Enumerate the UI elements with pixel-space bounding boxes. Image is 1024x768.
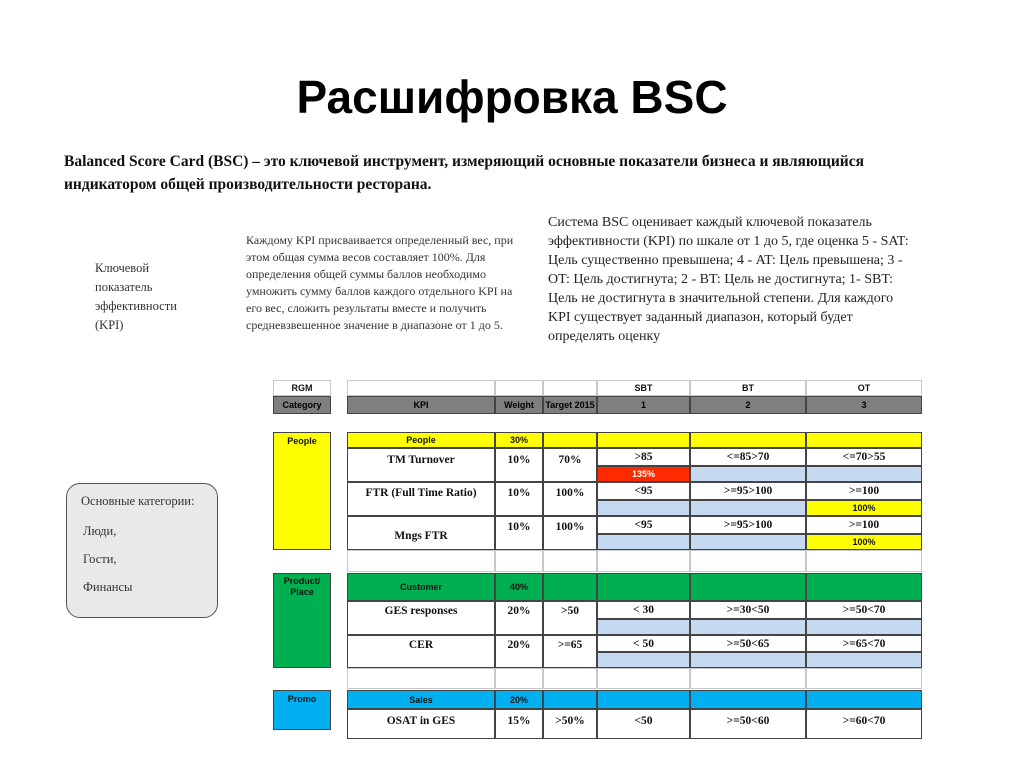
category-product-place: Product/ Place (273, 573, 331, 668)
score-2-range: >=50<60 (690, 709, 806, 739)
group-customer-weight: 40% (495, 573, 543, 601)
blue-band (543, 690, 597, 709)
blue-band (597, 534, 690, 550)
weight-cell: 10% (495, 482, 543, 516)
score-3-header: 3 (806, 396, 922, 414)
weight-note: Каждому KPI присваивается определенный вес, при этом общая сумма весов составляет 100%. Для определения общей суммы баллов необходимо умножить сумму баллов каждого отдельного KPI на его вес, сложить результаты вместе и получить средневзвешенное значение в диапазоне от 1 до 5. (246, 233, 514, 332)
kpi-cer: CER (347, 635, 495, 668)
blue-band (806, 466, 922, 482)
blue-band (806, 619, 922, 635)
target-cell: 70% (543, 448, 597, 482)
blank-cell (690, 550, 806, 572)
sbt-header: SBT (597, 380, 690, 396)
weight-header: Weight (495, 396, 543, 414)
blank-cell (597, 668, 690, 689)
score-1-range: < 50 (597, 635, 690, 652)
group-people: People (347, 432, 495, 448)
score-1-header: 1 (597, 396, 690, 414)
result-cell: 100% (806, 500, 922, 516)
blue-band (806, 690, 922, 709)
green-band (597, 573, 690, 601)
blank-cell (495, 550, 543, 572)
intro-paragraph: Balanced Score Card (BSC) – это ключевой инструмент, измеряющий основные показатели бизнеса и являющийся индикатором общей производительности ресторана. (64, 153, 864, 193)
blank-cell (597, 550, 690, 572)
blue-band (690, 466, 806, 482)
blue-band (690, 500, 806, 516)
score-3-range: >=60<70 (806, 709, 922, 739)
blank-cell (495, 380, 543, 396)
category-item: Люди, (83, 524, 117, 538)
bsc-table (271, 380, 891, 727)
score-1-range: < 30 (597, 601, 690, 619)
bt-header: BT (690, 380, 806, 396)
target-cell: >50% (543, 709, 597, 739)
yellow-band (597, 432, 690, 448)
green-band (690, 573, 806, 601)
blank-cell (347, 668, 495, 689)
yellow-band (690, 432, 806, 448)
green-band (806, 573, 922, 601)
group-customer: Customer (347, 573, 495, 601)
weight-cell: 20% (495, 635, 543, 668)
score-3-range: >=100 (806, 482, 922, 500)
category-item: Финансы (83, 580, 133, 594)
kpi-label: Ключевой показатель эффективности (KPI) (95, 261, 177, 332)
score-1-range: <95 (597, 482, 690, 500)
score-2-range: >=50<65 (690, 635, 806, 652)
blank-cell (806, 668, 922, 689)
weight-cell: 10% (495, 516, 543, 550)
target-header: Target 2015 (543, 396, 597, 414)
categories-title: Основные категории: (81, 494, 195, 508)
score-3-range: >=65<70 (806, 635, 922, 652)
target-cell: 100% (543, 482, 597, 516)
blue-band (806, 652, 922, 668)
categories-box (66, 483, 218, 618)
group-sales-weight: 20% (495, 690, 543, 709)
rgm-header: RGM (273, 380, 331, 396)
score-3-range: <=70>55 (806, 448, 922, 466)
blue-band (597, 652, 690, 668)
category-header: Category (273, 396, 331, 414)
blue-band (690, 619, 806, 635)
category-people: People (273, 432, 331, 550)
kpi-header: KPI (347, 396, 495, 414)
yellow-band (543, 432, 597, 448)
blank-cell (543, 380, 597, 396)
category-promo: Promo (273, 690, 331, 730)
result-cell: 100% (806, 534, 922, 550)
score-3-range: >=100 (806, 516, 922, 534)
score-1-range: >85 (597, 448, 690, 466)
group-people-weight: 30% (495, 432, 543, 448)
weight-cell: 20% (495, 601, 543, 635)
green-band (543, 573, 597, 601)
blank-cell (806, 550, 922, 572)
blue-band (597, 619, 690, 635)
category-item: Гости, (83, 552, 117, 566)
yellow-band (806, 432, 922, 448)
kpi-ges-responses: GES responses (347, 601, 495, 635)
blank-cell (690, 668, 806, 689)
blue-band (690, 534, 806, 550)
blue-band (597, 500, 690, 516)
target-cell: >50 (543, 601, 597, 635)
target-cell: 100% (543, 516, 597, 550)
blue-band (690, 690, 806, 709)
kpi-ftr: FTR (Full Time Ratio) (347, 482, 495, 516)
weight-cell: 15% (495, 709, 543, 739)
blue-band (597, 690, 690, 709)
blank-cell (543, 668, 597, 689)
kpi-mngs-ftr: Mngs FTR (347, 516, 495, 550)
score-1-range: <50 (597, 709, 690, 739)
blank-cell (495, 668, 543, 689)
score-2-header: 2 (690, 396, 806, 414)
blue-band (690, 652, 806, 668)
blank-cell (347, 550, 495, 572)
blank-cell (347, 380, 495, 396)
target-cell: >=65 (543, 635, 597, 668)
score-1-range: <95 (597, 516, 690, 534)
result-cell: 135% (597, 466, 690, 482)
kpi-osat: OSAT in GES (347, 709, 495, 739)
blank-cell (543, 550, 597, 572)
group-sales: Sales (347, 690, 495, 709)
score-2-range: >=30<50 (690, 601, 806, 619)
system-note: Система BSC оценивает каждый ключевой показатель эффективности (KPI) по шкале от 1 до 5, где оценка 5 - SAT: Цель существенно превышена; 4 - AT: Цель превышена; 3 - OT: Цель достигнута; 2 - BT: Цель не достигнута; 1- SBT: Цель не достигнута в значительной степени. Для каждого KPI существует заданный диапазон, который будет определять оценку (548, 215, 909, 344)
score-2-range: >=95>100 (690, 482, 806, 500)
weight-cell: 10% (495, 448, 543, 482)
score-2-range: <=85>70 (690, 448, 806, 466)
ot-header: OT (806, 380, 922, 396)
slide-title: Расшифровка BSC (296, 71, 728, 123)
score-2-range: >=95>100 (690, 516, 806, 534)
score-3-range: >=50<70 (806, 601, 922, 619)
kpi-tm-turnover: TM Turnover (347, 448, 495, 482)
